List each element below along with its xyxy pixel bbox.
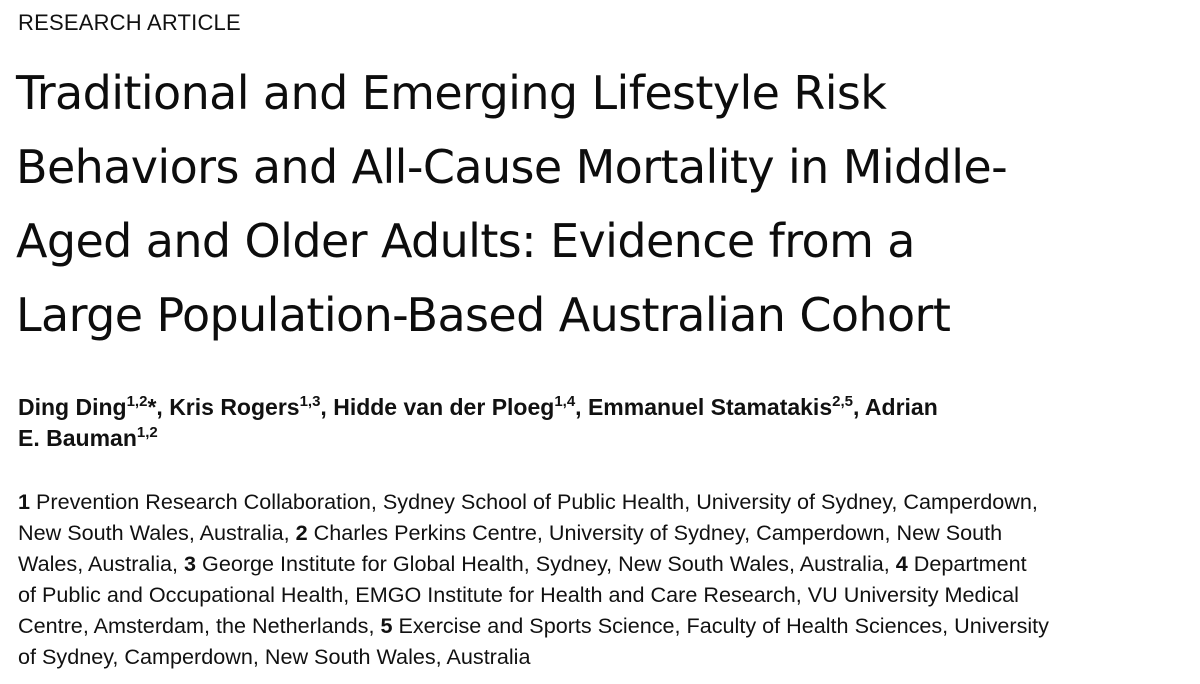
author-name: Emmanuel Stamatakis [587,394,833,420]
affiliation-line: Centre, Amsterdam, the Netherlands, 5 Exercise and Sports Science, Faculty of Health Sciences, University [18,613,1049,638]
title-line: Large Population-Based Australian Cohort [16,288,951,342]
affiliation-number: 2 [295,520,308,545]
affiliation-list [18,486,1188,672]
affiliation-line: of Sydney, Camperdown, New South Wales, Australia [18,644,531,669]
affiliation-line: of Public and Occupational Health, EMGO Institute for Health and Care Research, VU University Medical [18,582,1019,607]
article-title [16,56,1186,352]
article-type-label: RESEARCH ARTICLE [18,10,241,35]
author-affiliation-marks: 2,5 [832,393,853,410]
author-affiliation-marks: 1,3 [299,393,321,410]
corresponding-author-mark: * [147,394,157,420]
title-line: Behaviors and All-Cause Mortality in Middle- [16,140,1008,194]
author-affiliation-marks: 1,2 [126,393,148,410]
author-line: Ding Ding$^{1,2}$*, Kris Rogers$^{1,3}$, Hidde van der Ploeg$^{1,4}$, Emmanuel Stamatakis$^{2,5}$, Adrian [18,393,938,420]
author-name: Hidde van der Ploeg [333,394,555,420]
author-name-part: E. Bauman [18,425,137,451]
affiliation-number: 1 [18,489,31,514]
author-name: Ding Ding [18,394,127,420]
affiliation-number: 5 [380,613,393,638]
author-line [18,423,1188,454]
author-affiliation-marks: 1,4 [554,393,576,410]
author-list [18,392,1188,454]
author-name: Kris Rogers [169,394,300,420]
author-affiliation-marks: 1,2 [136,424,158,441]
affiliation-line: 1 Prevention Research Collaboration, Sydney School of Public Health, University of Sydney, Camperdown, [18,489,1038,514]
affiliation-number: 4 [895,551,908,576]
title-line: Traditional and Emerging Lifestyle Risk [16,66,887,120]
affiliation-line: Wales, Australia, 3 George Institute for Global Health, Sydney, New South Wales, Australia, 4 Department [18,551,1027,576]
title-line: Aged and Older Adults: Evidence from a [16,214,915,268]
author-name-part: Adrian [864,394,938,420]
affiliation-line: New South Wales, Australia, 2 Charles Perkins Centre, University of Sydney, Camperdown, New South [18,520,1003,545]
affiliation-number: 3 [184,551,197,576]
